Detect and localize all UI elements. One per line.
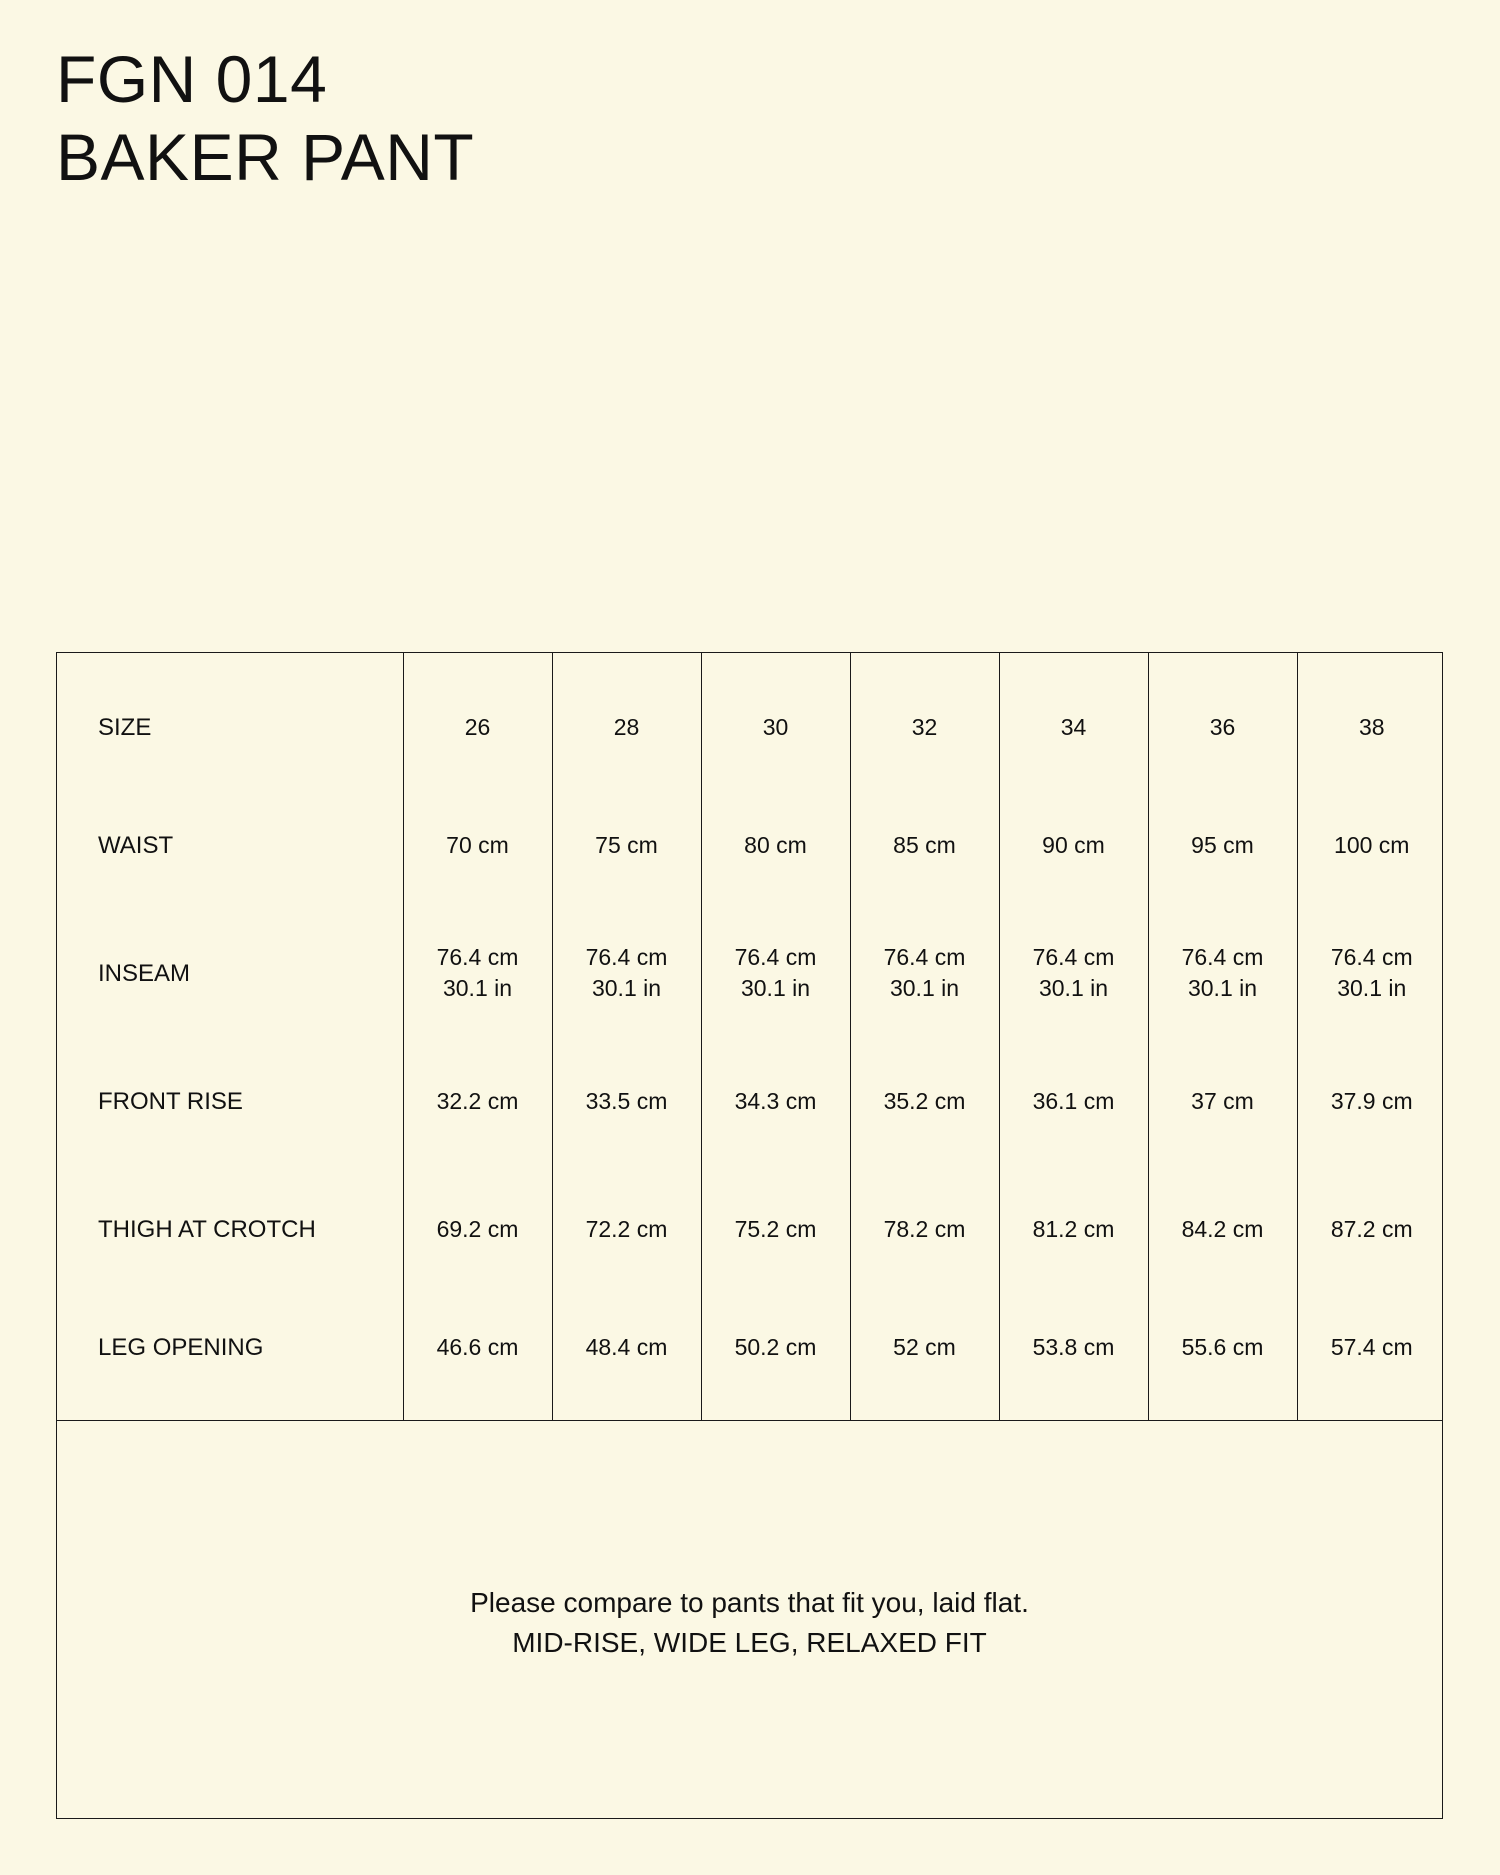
measurement-cell (403, 1293, 552, 1421)
measurement-value: 69.2 cm (436, 1215, 519, 1242)
measurement-value: 34.3 cm (734, 1087, 817, 1114)
size-header-26: 26 (403, 653, 552, 781)
measurement-cell (1148, 1293, 1297, 1421)
fit-note (57, 1583, 1442, 1663)
measurement-value: 76.4 cm (1032, 944, 1115, 970)
measurement-value: 78.2 cm (883, 1215, 966, 1242)
size-header-34: 34 (999, 653, 1148, 781)
measurement-cell (850, 781, 999, 909)
measurement-value: 33.5 cm (585, 1087, 668, 1114)
row-label: THIGH AT CROTCH (98, 1215, 316, 1243)
measurement-value: 30.1 in (1038, 975, 1109, 1001)
measurement-cell (999, 909, 1148, 1037)
table-row-inseam (57, 909, 1446, 1037)
measurement-cell (701, 909, 850, 1037)
size-header-36: 36 (1148, 653, 1297, 781)
measurement-cell (552, 909, 701, 1037)
measurement-cell (850, 1165, 999, 1293)
measurement-value: 70 cm (446, 831, 509, 858)
measurement-value: 76.4 cm (883, 944, 966, 970)
measurement-value: 36.1 cm (1032, 1087, 1115, 1114)
section-divider (57, 1420, 1442, 1421)
measurement-value: 85 cm (893, 831, 956, 858)
measurement-cell (701, 1293, 850, 1421)
measurement-value: 32.2 cm (436, 1087, 519, 1114)
size-table (57, 653, 1446, 1421)
measurement-cell (701, 1037, 850, 1165)
measurement-value: 37 cm (1191, 1087, 1254, 1114)
measurement-value: 75.2 cm (734, 1215, 817, 1242)
measurement-cell (999, 1293, 1148, 1421)
measurement-value: 30.1 in (1337, 975, 1407, 1001)
measurement-value: 30.1 in (442, 975, 513, 1001)
row-label: SIZE (98, 713, 152, 741)
measurement-value: 76.4 cm (1181, 944, 1264, 970)
table-row-front-rise (57, 1037, 1446, 1165)
measurement-value: 76.4 cm (734, 944, 817, 970)
measurement-value: 53.8 cm (1032, 1333, 1115, 1360)
measurement-cell (999, 781, 1148, 909)
product-name: BAKER PANT (56, 120, 475, 194)
size-header-30: 30 (701, 653, 850, 781)
measurement-value: 84.2 cm (1181, 1215, 1264, 1242)
table-row-waist (57, 781, 1446, 909)
row-label: FRONT RISE (98, 1087, 243, 1115)
size-header-32: 32 (850, 653, 999, 781)
measurement-value: 55.6 cm (1181, 1333, 1264, 1360)
measurement-value: 87.2 cm (1330, 1215, 1413, 1242)
measurement-value: 81.2 cm (1032, 1215, 1115, 1242)
measurement-value: 37.9 cm (1330, 1087, 1413, 1114)
measurement-value: 50.2 cm (734, 1333, 817, 1360)
measurement-value: 76.4 cm (1330, 944, 1413, 970)
table-row-size (57, 653, 1446, 781)
measurement-value: 48.4 cm (585, 1333, 668, 1360)
row-label: LEG OPENING (98, 1333, 264, 1361)
measurement-value: 30.1 in (740, 975, 811, 1001)
measurement-cell (403, 781, 552, 909)
measurement-cell (403, 909, 552, 1037)
measurement-value: 52 cm (893, 1333, 956, 1360)
fit-instruction: Please compare to pants that fit you, laid flat. (470, 1587, 1029, 1618)
measurement-cell (1297, 1037, 1446, 1165)
measurement-value: 76.4 cm (585, 944, 668, 970)
measurement-value: 100 cm (1334, 831, 1410, 858)
measurement-cell (552, 1293, 701, 1421)
measurement-value: 90 cm (1042, 831, 1105, 858)
measurement-cell (1148, 781, 1297, 909)
measurement-cell (1297, 909, 1446, 1037)
measurement-cell (552, 781, 701, 909)
measurement-value: 30.1 in (1187, 975, 1258, 1001)
size-header-38: 38 (1297, 653, 1446, 781)
measurement-cell (552, 1037, 701, 1165)
size-chart (56, 652, 1443, 1819)
measurement-cell (1148, 1037, 1297, 1165)
measurement-value: 35.2 cm (883, 1087, 966, 1114)
measurement-value: 57.4 cm (1330, 1333, 1413, 1360)
measurement-cell (403, 1037, 552, 1165)
size-header-28: 28 (552, 653, 701, 781)
product-code: FGN 014 (56, 42, 328, 116)
measurement-cell (850, 1037, 999, 1165)
page-title (56, 40, 474, 196)
measurement-cell (1297, 1165, 1446, 1293)
measurement-cell (850, 909, 999, 1037)
measurement-cell (999, 1165, 1148, 1293)
measurement-cell (1148, 1165, 1297, 1293)
fit-description: MID-RISE, WIDE LEG, RELAXED FIT (512, 1627, 987, 1658)
measurement-value: 46.6 cm (436, 1333, 519, 1360)
measurement-cell (552, 1165, 701, 1293)
table-body (57, 653, 1446, 1421)
measurement-cell (701, 1165, 850, 1293)
measurement-cell (999, 1037, 1148, 1165)
table-row-leg-opening (57, 1293, 1446, 1421)
measurement-value: 95 cm (1191, 831, 1254, 858)
measurement-value: 30.1 in (591, 975, 662, 1001)
row-label: WAIST (98, 831, 174, 859)
measurement-cell (1297, 1293, 1446, 1421)
measurement-value: 72.2 cm (585, 1215, 668, 1242)
measurement-cell (850, 1293, 999, 1421)
measurement-value: 30.1 in (889, 975, 960, 1001)
table-row-thigh-at-crotch (57, 1165, 1446, 1293)
measurement-value: 76.4 cm (436, 944, 519, 970)
measurement-cell (701, 781, 850, 909)
measurement-value: 75 cm (595, 831, 658, 858)
measurement-cell (403, 1165, 552, 1293)
row-label: INSEAM (98, 959, 191, 987)
measurement-cell (1148, 909, 1297, 1037)
measurement-cell (1297, 781, 1446, 909)
measurement-value: 80 cm (744, 831, 807, 858)
